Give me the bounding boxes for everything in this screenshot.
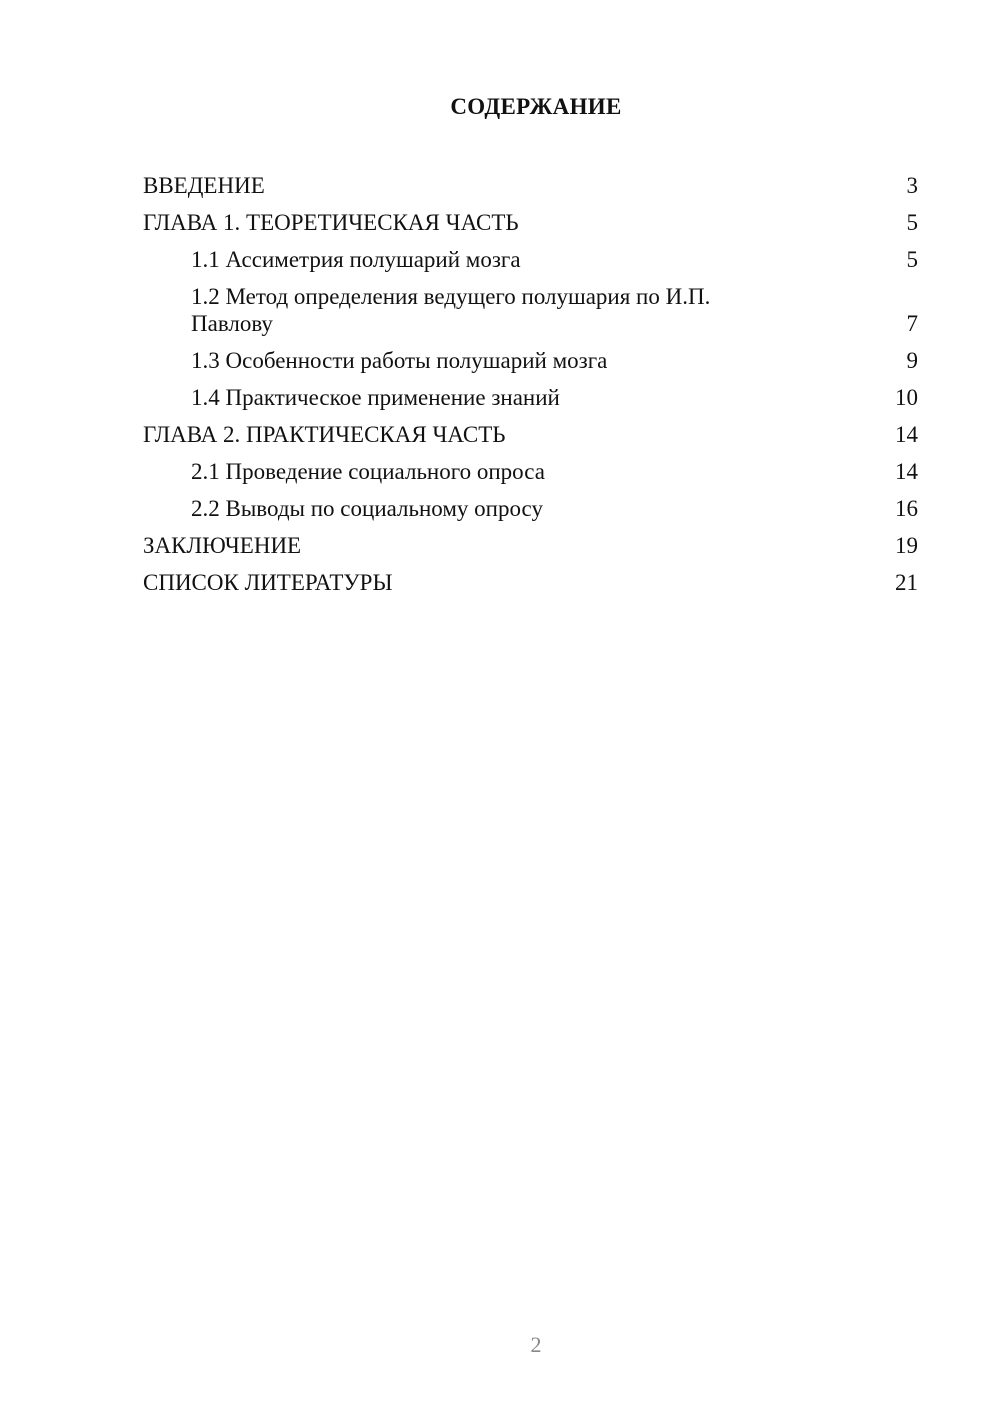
toc-entry-page: 14 xyxy=(895,422,918,447)
toc-entry-label: ГЛАВА 2. ПРАКТИЧЕСКАЯ ЧАСТЬ xyxy=(143,422,506,447)
toc-entry-label: 1.1 Ассиметрия полушарий мозга xyxy=(191,247,521,272)
toc-entry-label: 1.3 Особенности работы полушарий мозга xyxy=(191,348,608,373)
toc-entry-page: 19 xyxy=(895,533,918,558)
toc-entry-chapter-2 xyxy=(143,416,918,453)
toc-entry-references xyxy=(143,564,918,601)
toc-entry-page: 3 xyxy=(906,173,918,198)
toc-entry-page: 5 xyxy=(906,247,918,272)
toc-entry-chapter-1 xyxy=(143,204,918,241)
toc-entry-page: 10 xyxy=(895,385,918,410)
toc-entry-label: СПИСОК ЛИТЕРАТУРЫ xyxy=(143,570,393,595)
toc-entry-section-1-4 xyxy=(143,379,918,416)
toc-entry-page: 16 xyxy=(895,496,918,521)
toc-entry-label: ЗАКЛЮЧЕНИЕ xyxy=(143,533,302,558)
toc-entry-label: 1.4 Практическое применение знаний xyxy=(191,385,560,410)
toc-entry-page: 5 xyxy=(906,210,918,235)
toc-entry-page: 14 xyxy=(895,459,918,484)
toc-entry-section-1-3 xyxy=(143,342,918,379)
toc-entry-section-1-2 xyxy=(143,278,918,342)
toc-entry-section-2-1 xyxy=(143,453,918,490)
table-of-contents xyxy=(143,167,918,601)
toc-entry-conclusion xyxy=(143,527,918,564)
toc-entry-page: 9 xyxy=(906,348,918,373)
toc-entry-label: ВВЕДЕНИЕ xyxy=(143,173,265,198)
toc-entry-section-2-2 xyxy=(143,490,918,527)
page-number: 2 xyxy=(530,1332,542,1357)
toc-entry-label: 2.1 Проведение социального опроса xyxy=(191,459,545,484)
toc-entry-introduction xyxy=(143,167,918,204)
toc-entry-label: 2.2 Выводы по социальному опросу xyxy=(191,496,543,521)
toc-entry-page: 7 xyxy=(906,311,918,336)
toc-entry-label: ГЛАВА 1. ТЕОРЕТИЧЕСКАЯ ЧАСТЬ xyxy=(143,210,519,235)
toc-entry-label: 1.2 Метод определения ведущего полушария по И.П. Павлову xyxy=(191,284,711,336)
toc-entry-section-1-1 xyxy=(143,241,918,278)
toc-entry-page: 21 xyxy=(895,570,918,595)
toc-heading: СОДЕРЖАНИЕ xyxy=(450,94,622,119)
